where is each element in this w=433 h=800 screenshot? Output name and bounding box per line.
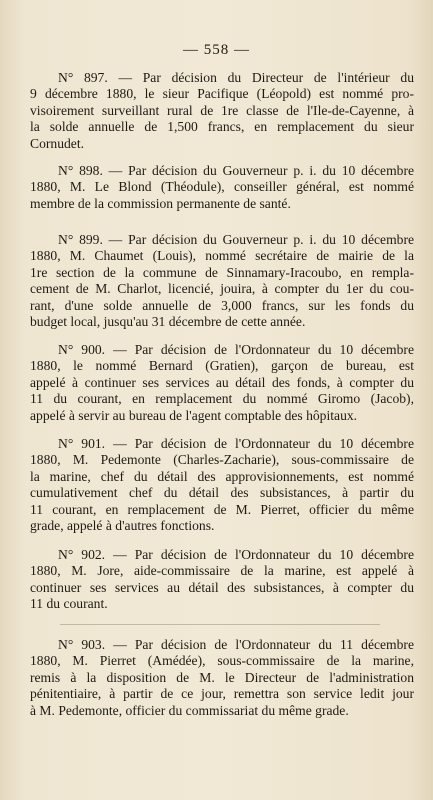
entry-line: remis à la disposition de M. le Directeur de l'administration <box>30 669 414 685</box>
entry-line: N° 898. — Par décision du Gouverneur p. i. du 10 décembre <box>58 163 414 178</box>
entry-line: la marine, chef du détail des approvisionnements, est nommé <box>30 468 414 484</box>
entry-line: appelé à continuer ses services au détail des fonds, à compter du <box>30 374 414 390</box>
entry-line: 1880, M. Pedemonte (Charles-Zacharie), sous-commissaire de <box>30 452 414 468</box>
page-number: — 558 — <box>183 42 250 58</box>
decision-entry-899 <box>30 232 414 330</box>
entry-line: 1880, le nommé Bernard (Gratien), garçon de bureau, est <box>30 358 414 374</box>
entry-line: membre de la commission permanente de santé. <box>30 195 291 211</box>
decision-entry-903 <box>30 637 414 719</box>
decision-entry-898 <box>30 163 414 212</box>
entry-line: 11 du courant, en remplacement du nommé Giromo (Jacob), <box>30 391 414 407</box>
entry-line: cement de M. Charlot, licencié, jouira, à compter du 1er du cou- <box>30 281 414 297</box>
entry-line: N° 901. — Par décision de l'Ordonnateur du 10 décembre <box>58 436 414 451</box>
entry-line: 1880, M. Pierret (Amédée), sous-commissaire de la marine, <box>30 653 414 669</box>
entry-line: 1880, M. Chaumet (Louis), nommé secrétaire de mairie de la <box>30 248 414 264</box>
entry-line: 1880, M. Jore, aide-commissaire de la marine, est appelé à <box>30 563 414 579</box>
entry-line: visoirement surveillant rural de 1re classe de l'Ile-de-Cayenne, à <box>30 102 414 118</box>
divider <box>60 624 380 625</box>
decision-entry-902 <box>30 547 414 613</box>
entry-line: grade, appelé à d'autres fonctions. <box>30 518 215 534</box>
entry-line: appelé à servir au bureau de l'agent comptable des hôpitaux. <box>30 407 358 423</box>
entry-line: pénitentiaire, à partir de ce jour, remettra son service ledit jour <box>30 686 414 702</box>
entry-line: à M. Pedemonte, officier du commissariat du même grade. <box>30 702 349 718</box>
decision-entry-901 <box>30 436 414 534</box>
decision-entry-900 <box>30 342 414 424</box>
entry-line: 9 décembre 1880, le sieur Pacifique (Léopold) est nommé pro- <box>30 86 414 102</box>
entry-line: continuer ses services au détail des subsistances, à compter du <box>30 579 414 595</box>
entry-line: rant, d'une solde annuelle de 3,000 francs, sur les fonds du <box>30 297 414 313</box>
entry-line: Cornudet. <box>30 135 84 151</box>
entry-line: N° 899. — Par décision du Gouverneur p. i. du 10 décembre <box>58 232 414 247</box>
entry-line: 1880, M. Le Blond (Théodule), conseiller général, est nommé <box>30 179 414 195</box>
entry-line: N° 900. — Par décision de l'Ordonnateur du 10 décembre <box>58 342 414 357</box>
entry-line: N° 903. — Par décision de l'Ordonnateur du 11 décembre <box>58 637 414 652</box>
entry-line: la solde annuelle de 1,500 francs, en remplacement du sieur <box>30 119 414 135</box>
entry-line: 1re section de la commune de Sinnamary-Iracoubo, en rempla- <box>30 264 414 280</box>
entry-line: N° 897. — Par décision du Directeur de l'intérieur du <box>58 70 414 85</box>
entry-line: 11 courant, en remplacement de M. Pierret, officier du même <box>30 501 414 517</box>
decision-entry-897 <box>30 70 414 152</box>
entry-line: 11 du courant. <box>30 596 108 612</box>
entry-line: N° 902. — Par décision de l'Ordonnateur du 10 décembre <box>58 547 414 562</box>
entry-line: budget local, jusqu'au 31 décembre de cette année. <box>30 314 306 330</box>
entry-line: cumulativement chef du détail des subsistances, à partir du <box>30 485 414 501</box>
